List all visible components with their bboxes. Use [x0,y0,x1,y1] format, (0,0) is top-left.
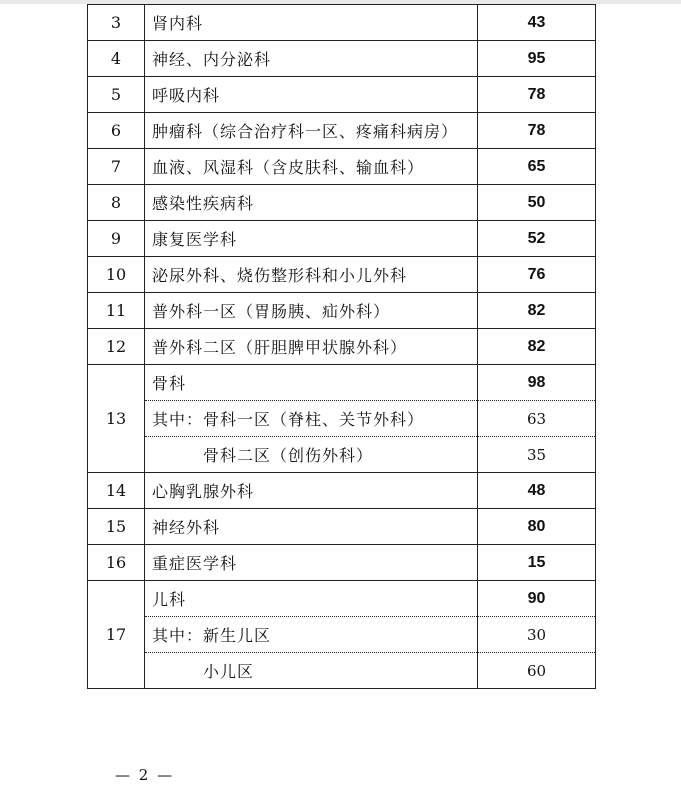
bed-count: 50 [478,185,596,221]
department-name: 感染性疾病科 [145,185,478,221]
row-number: 3 [88,5,145,41]
table-row [88,293,596,329]
department-name: 心胸乳腺外科 [145,473,478,509]
bed-count: 90 [478,581,596,617]
table-row-group-17-main [88,581,596,617]
row-number: 6 [88,113,145,149]
sub-department-name: 骨科二区（创伤外科） [145,437,478,473]
table-row [88,473,596,509]
bed-count: 82 [478,293,596,329]
row-number: 17 [88,581,145,689]
bed-count: 78 [478,113,596,149]
table-row-group-17-sub [88,653,596,689]
row-number: 7 [88,149,145,185]
bed-count: 80 [478,509,596,545]
sub-department-name: 小儿区 [145,653,478,689]
department-name: 骨科 [145,365,478,401]
table-row [88,329,596,365]
department-name: 普外科一区（胃肠胰、疝外科） [145,293,478,329]
row-number: 12 [88,329,145,365]
department-name: 神经、内分泌科 [145,41,478,77]
row-number: 13 [88,365,145,473]
department-name: 神经外科 [145,509,478,545]
row-number: 8 [88,185,145,221]
table-row [88,257,596,293]
row-number: 15 [88,509,145,545]
table-row [88,185,596,221]
table-row [88,149,596,185]
department-bed-table [87,4,596,689]
department-name: 肿瘤科（综合治疗科一区、疼痛科病房） [145,113,478,149]
row-number: 11 [88,293,145,329]
department-name: 重症医学科 [145,545,478,581]
row-number: 16 [88,545,145,581]
row-number: 10 [88,257,145,293]
department-name: 血液、风湿科（含皮肤科、输血科） [145,149,478,185]
sub-bed-count: 63 [478,401,596,437]
department-name: 康复医学科 [145,221,478,257]
table-row-group-13-sub [88,437,596,473]
table-row [88,221,596,257]
bed-count: 65 [478,149,596,185]
table-row-group-13-sub [88,401,596,437]
sub-department-name: 其中：新生儿区 [145,617,478,653]
table-row [88,5,596,41]
sub-bed-count: 35 [478,437,596,473]
bed-count: 15 [478,545,596,581]
row-number: 5 [88,77,145,113]
row-number: 9 [88,221,145,257]
bed-count: 98 [478,365,596,401]
bed-count: 78 [478,77,596,113]
department-name: 肾内科 [145,5,478,41]
bed-count: 52 [478,221,596,257]
department-name: 普外科二区（肝胆脾甲状腺外科） [145,329,478,365]
table-row [88,509,596,545]
sub-bed-count: 60 [478,653,596,689]
bed-count: 43 [478,5,596,41]
bed-count: 95 [478,41,596,77]
department-name: 呼吸内科 [145,77,478,113]
table-row [88,113,596,149]
table-row [88,77,596,113]
bed-count: 48 [478,473,596,509]
row-number: 4 [88,41,145,77]
row-number: 14 [88,473,145,509]
table-row-group-13-main [88,365,596,401]
sub-department-name: 其中：骨科一区（脊柱、关节外科） [145,401,478,437]
table-row [88,41,596,77]
bed-count: 76 [478,257,596,293]
table-row [88,545,596,581]
bed-count: 82 [478,329,596,365]
page-number: — 2 — [115,766,175,784]
department-name: 泌尿外科、烧伤整形科和小儿外科 [145,257,478,293]
department-name: 儿科 [145,581,478,617]
sub-bed-count: 30 [478,617,596,653]
table-row-group-17-sub [88,617,596,653]
